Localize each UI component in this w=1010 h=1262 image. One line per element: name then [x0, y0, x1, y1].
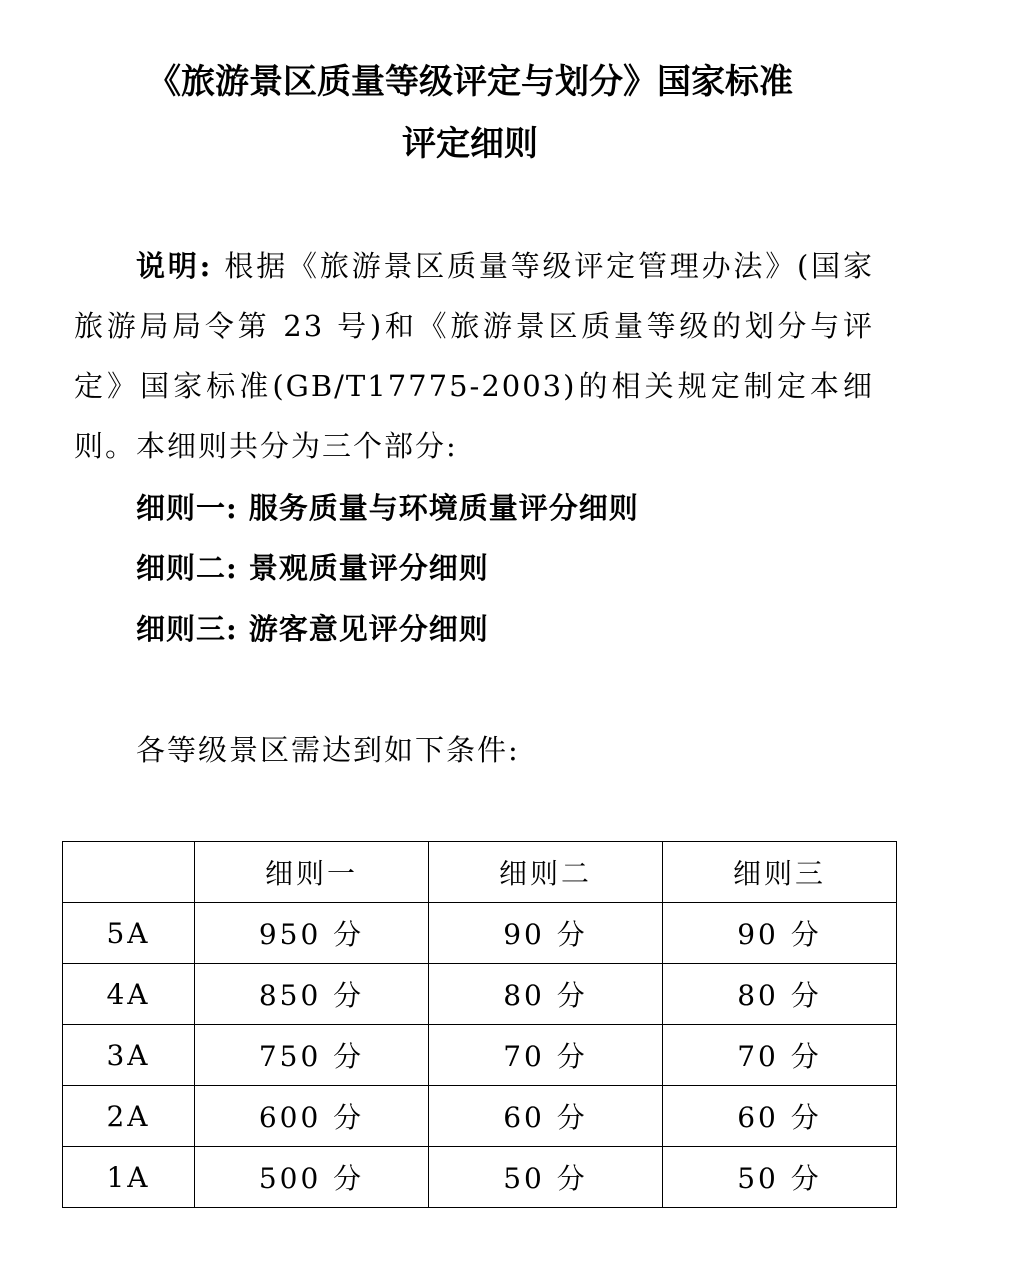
score-cell: 50 分: [429, 1147, 663, 1208]
score-cell: 50 分: [663, 1147, 897, 1208]
intro-text: 根据《旅游景区质量等级评定管理办法》(国家旅游局局令第 23 号)和《旅游景区质量等级的划分与评定》国家标准(GB/T17775-2003)的相关规定制定本细则。本细则共分为三个部分:: [74, 249, 874, 463]
intro-paragraph: [74, 236, 874, 476]
score-cell: 60 分: [663, 1086, 897, 1147]
score-cell: 600 分: [195, 1086, 429, 1147]
grade-cell: 2A: [63, 1086, 195, 1147]
intro-lead: 说明:: [136, 249, 213, 283]
conditions-label: 各等级景区需达到如下条件:: [136, 733, 520, 767]
score-cell: 90 分: [663, 903, 897, 964]
grade-cell: 5A: [63, 903, 195, 964]
table-header-cell: [63, 842, 195, 903]
section-item-1: 细则一: 服务质量与环境质量评分细则: [136, 491, 639, 525]
table-row: [63, 1147, 897, 1208]
score-cell: 60 分: [429, 1086, 663, 1147]
score-cell: 850 分: [195, 964, 429, 1025]
grade-requirements-table: [62, 841, 897, 1208]
score-cell: 750 分: [195, 1025, 429, 1086]
score-cell: 80 分: [429, 964, 663, 1025]
table-header-cell: 细则一: [195, 842, 429, 903]
score-cell: 90 分: [429, 903, 663, 964]
document-subtitle: 评定细则: [402, 124, 538, 164]
table-header-cell: 细则三: [663, 842, 897, 903]
table-row: [63, 964, 897, 1025]
score-cell: 500 分: [195, 1147, 429, 1208]
score-cell: 950 分: [195, 903, 429, 964]
table-header-cell: 细则二: [429, 842, 663, 903]
table-row: [63, 1086, 897, 1147]
document-title: 《旅游景区质量等级评定与划分》国家标准: [147, 62, 793, 102]
grade-cell: 1A: [63, 1147, 195, 1208]
grade-cell: 4A: [63, 964, 195, 1025]
section-item-3: 细则三: 游客意见评分细则: [136, 612, 489, 646]
table-row: [63, 1025, 897, 1086]
table-row: [63, 903, 897, 964]
section-item-2: 细则二: 景观质量评分细则: [136, 551, 489, 585]
score-cell: 80 分: [663, 964, 897, 1025]
score-cell: 70 分: [429, 1025, 663, 1086]
grade-cell: 3A: [63, 1025, 195, 1086]
table-header-row: [63, 842, 897, 903]
score-cell: 70 分: [663, 1025, 897, 1086]
